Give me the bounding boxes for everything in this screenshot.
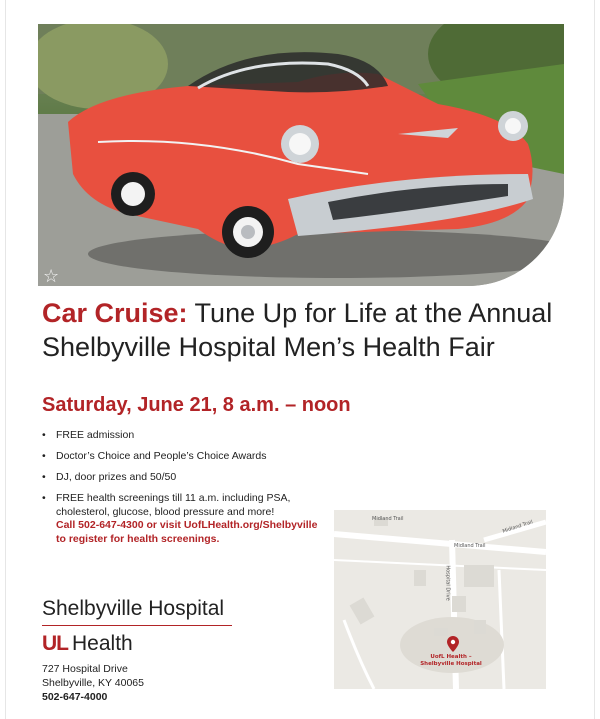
star-icon: ☆ — [43, 266, 60, 287]
map-label-street: Hospital Drive — [444, 565, 451, 601]
map-pin-label-line1: UofL Health – — [430, 654, 472, 660]
map-label-street: Midland Trail — [372, 516, 404, 522]
headline-line2: Shelbyville Hospital Men’s Health Fair — [42, 332, 495, 362]
map-label-street: Midland Trail — [501, 519, 534, 535]
map-pin-label-line2: Shelbyville Hospital — [420, 661, 482, 667]
list-item: • Doctor’s Choice and People’s Choice Awards — [42, 449, 342, 463]
registration-note: to register for health screenings. — [56, 533, 220, 545]
headline-rest: Tune Up for Life at the Annual — [187, 298, 553, 328]
list-item: • FREE health screenings till 11 a.m. including PSA, cholesterol, glucose, blood pressure and more! — [42, 491, 342, 519]
event-date: Saturday, June 21, 8 a.m. – noon — [42, 394, 351, 416]
brand-mark: UL — [42, 632, 68, 655]
location-map — [334, 510, 546, 689]
brand-word: Health — [72, 632, 133, 655]
hospital-name: Shelbyville Hospital — [42, 597, 225, 620]
classic-car-photo — [38, 24, 564, 286]
headline-accent: Car Cruise: — [42, 298, 188, 328]
map-pin-icon — [447, 636, 459, 652]
list-item: • DJ, door prizes and 50/50 — [42, 470, 342, 484]
address-street: 727 Hospital Drive — [42, 663, 128, 675]
feature-list — [42, 428, 342, 526]
map-pin-label — [416, 654, 486, 668]
address-city: Shelbyville, KY 40065 — [42, 677, 144, 689]
registration-callout — [56, 518, 336, 546]
hospital-phone: 502-647-4000 — [42, 691, 108, 703]
brand-logo — [42, 632, 133, 656]
headline — [42, 296, 582, 364]
map-label-street: Midland Trail — [454, 543, 486, 549]
list-item: • FREE admission — [42, 428, 342, 442]
divider — [42, 625, 232, 626]
hospital-address — [42, 662, 144, 704]
registration-link[interactable]: Call 502-647-4300 or visit UofLHealth.org/Shelbyville — [56, 519, 318, 531]
car-illustration — [38, 24, 564, 286]
